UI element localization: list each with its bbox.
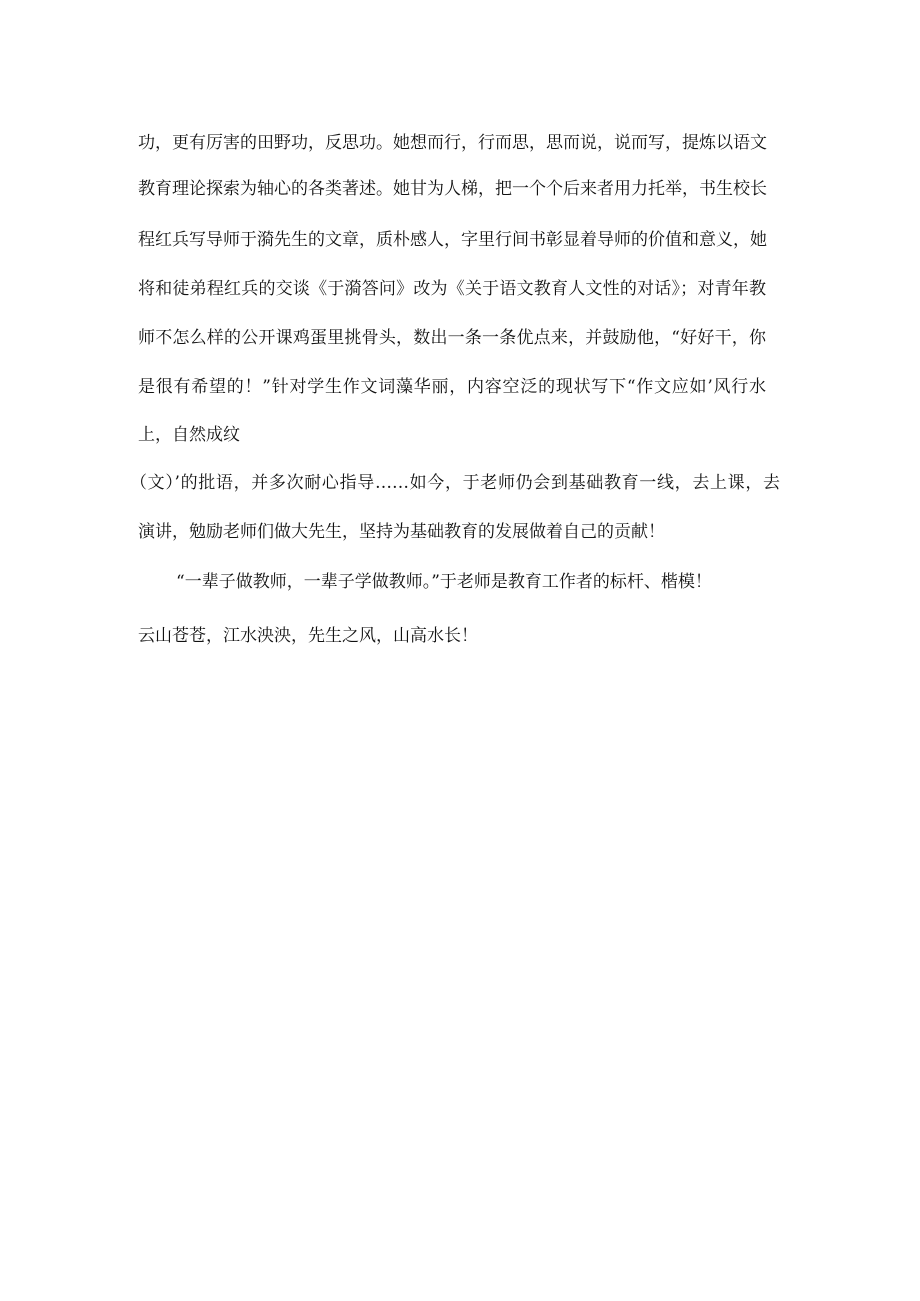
quote-line: “一辈子做教师，一辈子学做教师。”于老师是教育工作者的标杆、楷模！ <box>176 572 712 592</box>
paragraph-line-8: （文）’的批语，并多次耐心指导……如今，于老师仍会到基础教育一线，去上课，去 <box>130 473 780 493</box>
paragraph-line-7: 上，自然成纹 <box>138 425 240 445</box>
paragraph-line-9: 演讲，勉励老师们做大先生，坚持为基础教育的发展做着自己的贡献！ <box>138 522 665 542</box>
paragraph-line-4: 将和徒弟程红兵的交谈《于漪答问》改为《关于语文教育人文性的对话》；对青年教 <box>138 279 766 299</box>
paragraph-line-5: 师不怎么样的公开课鸡蛋里挑骨头，数出一条一条优点来，并鼓励他，“好好干，你 <box>138 328 766 348</box>
paragraph-line-2: 教育理论探索为轴心的各类著述。她甘为人梯，把一个个后来者用力托举，书生校长 <box>138 179 767 199</box>
closing-line: 云山苍苍，江水泱泱，先生之风，山高水长！ <box>138 626 478 646</box>
paragraph-line-3: 程红兵写导师于漪先生的文章，质朴感人，字里行间书彰显着导师的价值和意义，她 <box>138 230 767 250</box>
paragraph-line-1: 功，更有厉害的田野功，反思功。她想而行，行而思，思而说，说而写，提炼以语文 <box>138 133 767 153</box>
paragraph-line-6: 是很有希望的！”针对学生作文词藻华丽，内容空泛的现状写下“作文应如’风行水 <box>138 377 766 397</box>
